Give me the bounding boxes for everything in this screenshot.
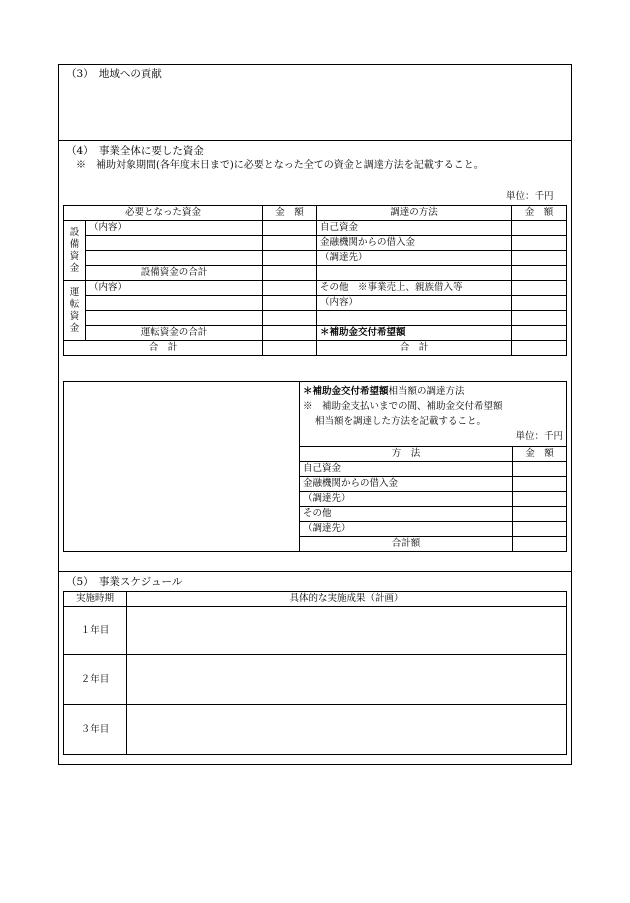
table-row: [64, 236, 567, 251]
amount-cell[interactable]: [512, 266, 567, 281]
header-need: 必要となった資金: [64, 206, 263, 221]
method-cell: （内容）: [317, 296, 512, 311]
unit-label: 単位：千円: [506, 191, 554, 202]
year-1-label: １年目: [64, 607, 127, 655]
table-row: [64, 382, 567, 447]
amount-cell[interactable]: [512, 311, 567, 326]
amount-cell[interactable]: [263, 266, 317, 281]
amount-cell[interactable]: [263, 311, 317, 326]
amount-cell[interactable]: [512, 296, 567, 311]
setsubi-total: 設備資金の合計: [86, 266, 263, 281]
amount-cell[interactable]: [263, 251, 317, 266]
divider: [58, 571, 572, 572]
table-row: [64, 221, 567, 236]
content-cell[interactable]: [86, 296, 263, 311]
amount-cell[interactable]: [512, 221, 567, 236]
amount-cell[interactable]: [263, 236, 317, 251]
divider: [58, 140, 572, 141]
table-row: [64, 311, 567, 326]
method-cell[interactable]: [317, 266, 512, 281]
amount-cell[interactable]: [513, 507, 567, 522]
year-2-content[interactable]: [127, 655, 567, 705]
naiyou-label: （内容）: [86, 221, 263, 236]
blank-area[interactable]: [64, 382, 300, 552]
method-cell: 金融機関からの借入金: [317, 236, 512, 251]
header-result: 具体的な実施成果（計画）: [127, 592, 567, 607]
amount-cell[interactable]: [513, 537, 567, 552]
table-row: [64, 266, 567, 281]
section5-title: （5） 事業スケジュール: [66, 576, 183, 588]
table-row: [64, 607, 567, 655]
amount-cell[interactable]: [512, 341, 567, 356]
method-cell: その他: [300, 507, 513, 522]
unten-total: 運転資金の合計: [86, 326, 263, 341]
content-cell[interactable]: [86, 236, 263, 251]
table-row: [64, 592, 567, 607]
method-cell: （調達先）: [300, 492, 513, 507]
grand-total-label: 合 計: [64, 341, 263, 356]
amount-cell[interactable]: [512, 251, 567, 266]
content-cell[interactable]: [86, 251, 263, 266]
header-method: 方 法: [300, 447, 513, 462]
method-cell: （調達先）: [317, 251, 512, 266]
amount-cell[interactable]: [263, 221, 317, 236]
method-cell: （調達先）: [300, 522, 513, 537]
header-period: 実施時期: [64, 592, 127, 607]
table-row: [64, 341, 567, 356]
amount-cell[interactable]: [513, 477, 567, 492]
content-cell[interactable]: [86, 311, 263, 326]
year-3-label: ３年目: [64, 705, 127, 755]
amount-cell[interactable]: [512, 326, 567, 341]
year-2-label: ２年目: [64, 655, 127, 705]
subsidy-total-label: 合計額: [300, 537, 513, 552]
method-cell: 自己資金: [300, 462, 513, 477]
amount-cell[interactable]: [263, 326, 317, 341]
method-cell[interactable]: [317, 311, 512, 326]
header-amount: 金 額: [513, 447, 567, 462]
amount-cell[interactable]: [512, 281, 567, 296]
section4-note: ※ 補助対象期間(各年度末日まで)に必要となった全ての資金と調達方法を記載すること。: [76, 160, 484, 171]
table-row: [64, 251, 567, 266]
amount-cell[interactable]: [513, 462, 567, 477]
year-1-content[interactable]: [127, 607, 567, 655]
amount-cell[interactable]: [513, 492, 567, 507]
amount-cell[interactable]: [513, 522, 567, 537]
amount-cell[interactable]: [512, 236, 567, 251]
header-amount: 金 額: [263, 206, 317, 221]
table-row: [64, 281, 567, 296]
header-method: 調達の方法: [317, 206, 512, 221]
unten-label: 運 転 資 金: [64, 281, 86, 341]
subsidy-heading: ＊補助金交付希望額相当額の調達方法 ※ 補助金支払いまでの間、補助金交付希望額 相当額を調達した方法を記載すること。 単位：千円: [300, 382, 567, 447]
amount-cell[interactable]: [263, 341, 317, 356]
section4-title: （4） 事業全体に要した資金: [66, 145, 204, 157]
amount-cell[interactable]: [263, 296, 317, 311]
method-cell: その他 ※事業売上、親族借入等: [317, 281, 512, 296]
header-amount: 金 額: [512, 206, 567, 221]
funds-table: [63, 205, 567, 356]
amount-cell[interactable]: [263, 281, 317, 296]
table-row: [64, 296, 567, 311]
setsubi-label: 設 備 資 金: [64, 221, 86, 281]
table-row: [64, 326, 567, 341]
naiyou-label: （内容）: [86, 281, 263, 296]
schedule-table: [63, 591, 567, 755]
method-cell: 金融機関からの借入金: [300, 477, 513, 492]
section3-title: （3） 地域への貢献: [66, 68, 162, 80]
method-cell: 自己資金: [317, 221, 512, 236]
table-row: [64, 705, 567, 755]
table-row: [64, 206, 567, 221]
hojo-label: ＊補助金交付希望額: [317, 326, 512, 341]
method-total-label: 合 計: [317, 341, 512, 356]
table-row: [64, 655, 567, 705]
year-3-content[interactable]: [127, 705, 567, 755]
subsidy-funding-table: [63, 381, 567, 552]
